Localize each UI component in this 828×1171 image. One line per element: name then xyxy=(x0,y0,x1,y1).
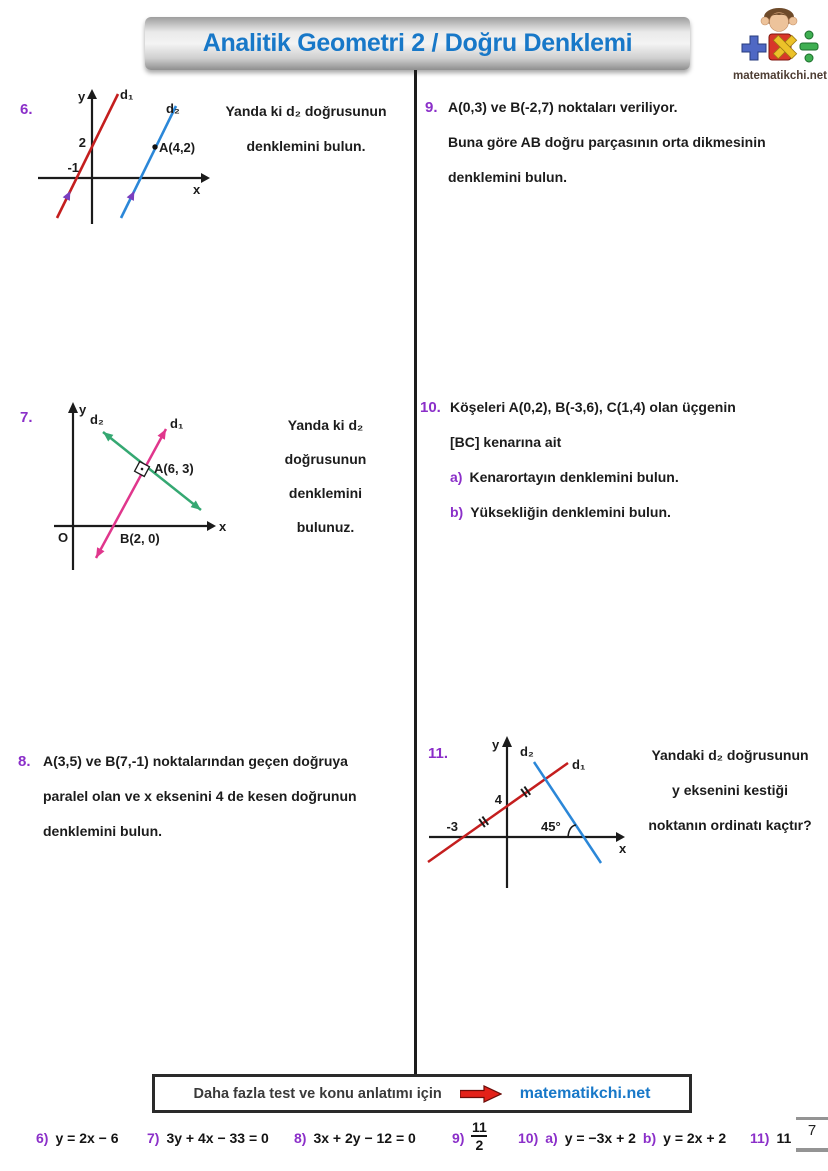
p7-x-axis-label: x xyxy=(219,519,227,534)
problem-10-b-text: Yüksekliğin denklemini bulun. xyxy=(470,504,671,520)
answer-8 xyxy=(294,1130,416,1146)
answer-8-number: 8) xyxy=(294,1130,307,1146)
p6-point-a-dot xyxy=(152,144,157,149)
problem-10-number: 10. xyxy=(420,399,441,416)
answer-10-number: 10) xyxy=(518,1130,539,1146)
problem-6-number: 6. xyxy=(20,101,33,118)
answer-10-b-value: y = 2x + 2 xyxy=(663,1130,727,1146)
p7-point-b-label: B(2, 0) xyxy=(120,531,160,546)
p7-d2-label: d₂ xyxy=(90,412,104,427)
problem-9-line3: denklemini bulun. xyxy=(448,169,568,185)
problem-8-line3: denklemini bulun. xyxy=(43,823,163,839)
answer-8-value: 3x + 2y − 12 = 0 xyxy=(313,1130,416,1146)
p6-x-intercept-label: -1 xyxy=(67,160,79,175)
p6-y-axis-label: y xyxy=(78,89,86,104)
p11-x-axis-label: x xyxy=(619,841,627,856)
answer-9-fraction xyxy=(471,1119,487,1153)
answer-10 xyxy=(518,1130,726,1146)
page-number: 7 xyxy=(807,1122,817,1139)
p7-origin-label: O xyxy=(58,530,69,545)
answer-7 xyxy=(147,1130,269,1146)
problem-10-item-b xyxy=(450,495,825,530)
p6-d2-label: d₂ xyxy=(166,101,180,116)
p11-d2-label: d₂ xyxy=(520,744,534,759)
p11-y-axis-label: y xyxy=(492,737,500,752)
problem-10-text xyxy=(450,390,825,530)
answer-11-number: 11) xyxy=(750,1130,770,1146)
page-title: Analitik Geometri 2 / Doğru Denklemi xyxy=(202,29,633,57)
problem-9-line2: Buna göre AB doğru parçasının orta dikmesinin xyxy=(448,134,766,150)
p6-x-axis-arrow-icon xyxy=(201,173,210,183)
footer-site-link: matematikchi.net xyxy=(519,1084,651,1102)
p11-angle-arc-icon xyxy=(568,825,576,837)
p6-x-axis-label: x xyxy=(193,182,201,197)
p11-x-intercept-label: -3 xyxy=(446,819,458,834)
problem-6-graph xyxy=(28,86,218,226)
problem-7-line1: Yanda ki d₂ xyxy=(287,417,364,433)
problem-7-line2: doğrusunun xyxy=(284,451,367,467)
p6-d1-label: d₁ xyxy=(120,87,134,102)
header-bar xyxy=(145,17,690,70)
answer-11 xyxy=(750,1130,791,1146)
p11-line-d1 xyxy=(428,763,568,862)
problem-10-item-a xyxy=(450,460,825,495)
answer-10-a-label: a) xyxy=(545,1130,558,1146)
problem-10-a-text: Kenarortayın denklemini bulun. xyxy=(469,469,679,485)
problem-10-b-label: b) xyxy=(450,504,464,520)
problem-7-line3: denklemini xyxy=(288,485,363,501)
p6-y-axis-arrow-icon xyxy=(87,89,97,99)
p7-y-axis-label: y xyxy=(79,402,87,417)
problem-9-number: 9. xyxy=(425,99,438,116)
p6-point-a-label: A(4,2) xyxy=(159,140,196,155)
answer-6 xyxy=(36,1130,119,1146)
problem-11-text xyxy=(632,738,828,843)
answer-10-b-label: b) xyxy=(642,1130,657,1146)
problem-11-line1: Yandaki d₂ doğrusunun xyxy=(651,747,809,763)
answer-6-value: y = 2x − 6 xyxy=(55,1130,119,1146)
p11-y-axis-arrow-icon xyxy=(502,736,512,747)
p7-x-axis-arrow-icon xyxy=(207,521,216,531)
problem-7-number: 7. xyxy=(20,409,33,426)
problem-10-line1: Köşeleri A(0,2), B(-3,6), C(1,4) olan üçgenin xyxy=(450,399,736,415)
problem-11-line3: noktanın ordinatı kaçtır? xyxy=(648,817,812,833)
problem-8-number: 8. xyxy=(18,753,31,770)
problem-10-a-label: a) xyxy=(450,469,463,485)
answer-10-a-value: y = −3x + 2 xyxy=(564,1130,636,1146)
answer-9-denominator: 2 xyxy=(471,1135,487,1153)
mascot-logo-icon xyxy=(734,6,824,64)
answer-9 xyxy=(452,1119,487,1164)
answer-6-number: 6) xyxy=(36,1130,49,1146)
p7-d1-label: d₁ xyxy=(170,416,184,431)
problem-9-text xyxy=(448,90,820,195)
problem-8-text xyxy=(43,744,415,849)
problem-8-line1: A(3,5) ve B(7,-1) noktalarından geçen doğruya xyxy=(43,753,348,769)
footer-promo-box xyxy=(152,1074,692,1113)
answer-11-value: 11 xyxy=(776,1130,792,1146)
problem-7-text xyxy=(243,408,408,544)
problem-9-line1: A(0,3) ve B(-2,7) noktaları veriliyor. xyxy=(448,99,678,115)
problem-6-line1: Yanda ki d₂ doğrusunun xyxy=(225,103,387,119)
red-arrow-icon xyxy=(460,1085,502,1103)
p11-angle-label: 45° xyxy=(541,819,561,834)
footer-promo-text: Daha fazla test ve konu anlatımı için xyxy=(193,1085,442,1102)
p6-line-d1 xyxy=(57,94,118,218)
answer-7-value: 3y + 4x − 33 = 0 xyxy=(166,1130,269,1146)
answer-9-number: 9) xyxy=(452,1130,465,1146)
p7-y-axis-arrow-icon xyxy=(68,402,78,413)
p7-point-a-label: A(6, 3) xyxy=(154,461,194,476)
problem-7-line4: bulunuz. xyxy=(296,519,355,535)
problem-8-line2: paralel olan ve x eksenini 4 de kesen doğrunun xyxy=(43,788,357,804)
answer-9-numerator: 11 xyxy=(471,1119,487,1135)
problem-11-graph xyxy=(425,732,635,892)
answer-7-number: 7) xyxy=(147,1130,160,1146)
p11-y-intercept-label: 4 xyxy=(494,792,502,807)
logo-site-label: matematikchi.net xyxy=(733,70,827,82)
p11-d1-label: d₁ xyxy=(572,757,586,772)
p11-line-d2 xyxy=(534,762,601,863)
page-number-top-rule xyxy=(796,1117,828,1120)
page-number-bottom-rule xyxy=(796,1148,828,1152)
p6-line-d2 xyxy=(121,106,176,218)
problem-6-line2: denklemini bulun. xyxy=(246,138,366,154)
problem-10-line2: [BC] kenarına ait xyxy=(450,434,562,450)
problem-11-line2: y eksenini kestiği xyxy=(672,782,788,798)
problem-6-text xyxy=(200,94,412,164)
problem-7-graph xyxy=(46,396,261,576)
problem-11-number: 11. xyxy=(428,745,449,762)
site-logo xyxy=(733,6,825,82)
column-divider xyxy=(414,70,417,1074)
p6-y-intercept-label: 2 xyxy=(78,135,86,150)
